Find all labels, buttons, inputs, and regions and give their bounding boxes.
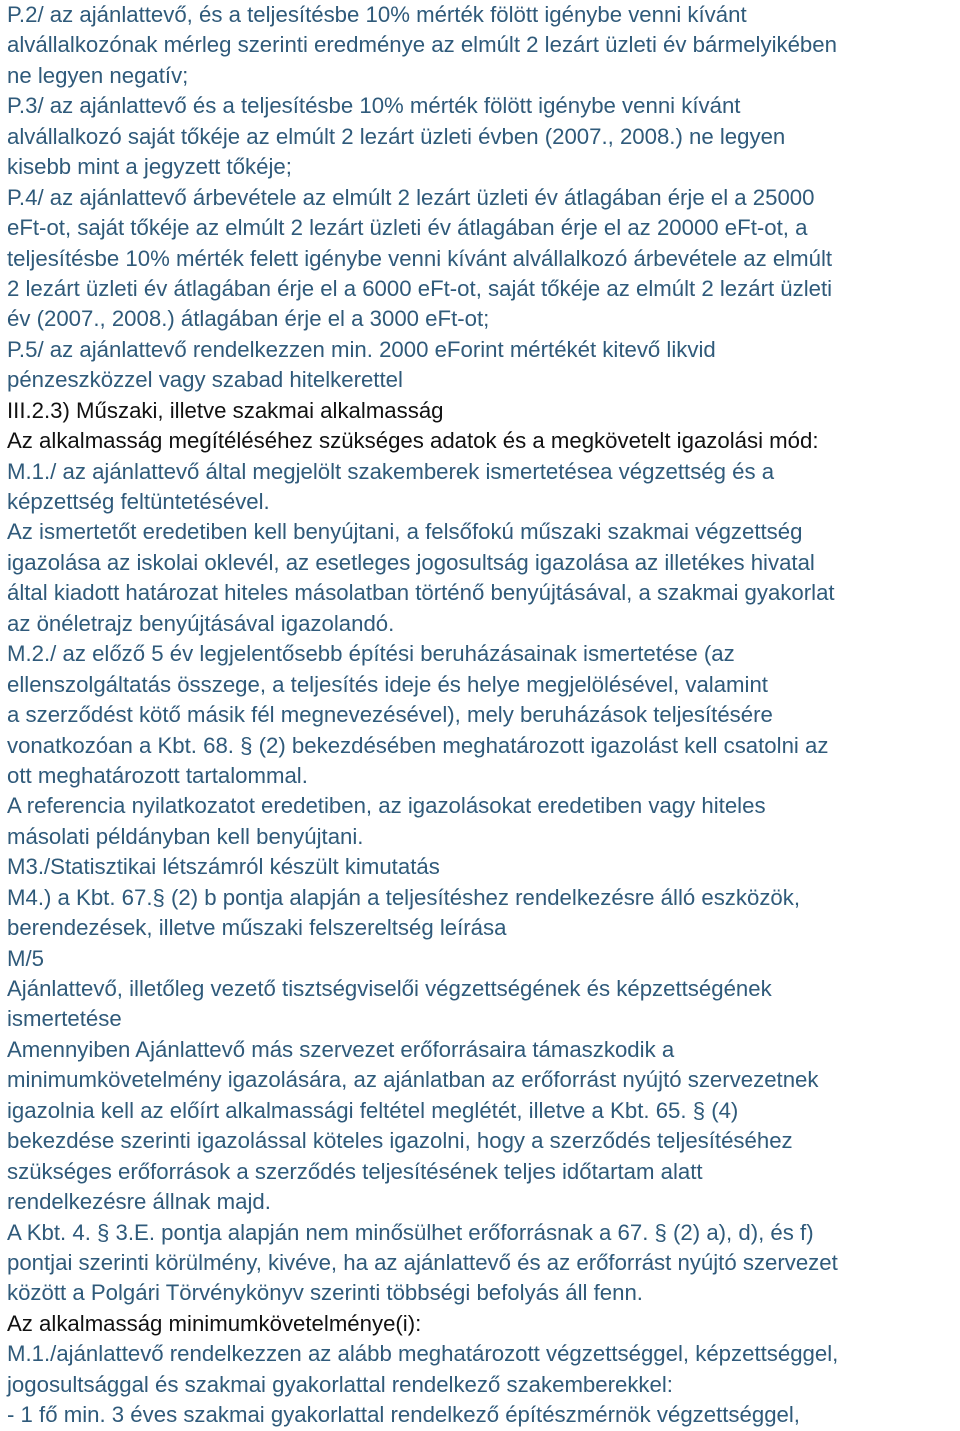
text-line: alvállalkozó saját tőkéje az elmúlt 2 lezárt üzleti évben (2007., 2008.) ne legyen xyxy=(7,123,786,149)
text-line: M3./Statisztikai létszámról készült kimutatás xyxy=(7,854,440,880)
text-line: M4.) a Kbt. 67.§ (2) b pontja alapján a teljesítéshez rendelkezésre álló eszközök, xyxy=(7,884,801,910)
text-line: P.5/ az ajánlattevő rendelkezzen min. 2000 eForint mértékét kitevő likvid xyxy=(7,336,716,362)
text-line: kisebb mint a jegyzett tőkéje; xyxy=(7,154,292,180)
text-line: Az alkalmasság megítéléséhez szükséges adatok és a megkövetelt igazolási mód: xyxy=(7,428,819,454)
text-line: P.4/ az ajánlattevő árbevétele az elmúlt 2 lezárt üzleti év átlagában érje el a 25000 xyxy=(7,184,815,210)
text-line: igazolnia kell az előírt alkalmassági feltétel meglétét, illetve a Kbt. 65. § (4) xyxy=(7,1097,739,1123)
text-line: A Kbt. 4. § 3.E. pontja alapján nem minősülhet erőforrásnak a 67. § (2) a), d), és f) xyxy=(7,1219,814,1245)
text-line: berendezések, illetve műszaki felszereltség leírása xyxy=(7,915,507,941)
text-line: Amennyiben Ajánlattevő más szervezet erőforrásaira támaszkodik a xyxy=(7,1036,675,1062)
text-line: a szerződést kötő másik fél megnevezésével), mely beruházások teljesítésére xyxy=(7,702,773,728)
text-line: M/5 xyxy=(7,945,44,971)
text-line: alvállalkozónak mérleg szerinti eredménye az elmúlt 2 lezárt üzleti év bármelyikében xyxy=(7,32,837,58)
text-line: ne legyen negatív; xyxy=(7,62,189,88)
text-line: által kiadott határozat hiteles másolatban történő benyújtásával, a szakmai gyakorlat xyxy=(7,580,835,606)
text-line: év (2007., 2008.) átlagában érje el a 3000 eFt-ot; xyxy=(7,306,490,332)
text-line: - 1 fő min. 3 éves szakmai gyakorlattal rendelkező építészmérnök végzettséggel, xyxy=(7,1402,800,1428)
text-line: pontjai szerinti körülmény, kivéve, ha az ajánlattevő és az erőforrást nyújtó szervezet xyxy=(7,1249,838,1275)
text-line: teljesítésbe 10% mérték felett igénybe venni kívánt alvállalkozó árbevétele az elmúlt xyxy=(7,245,833,271)
text-line: eFt-ot, saját tőkéje az elmúlt 2 lezárt üzleti év átlagában érje el az 20000 eFt-ot, a xyxy=(7,215,808,241)
text-line: az önéletrajz benyújtásával igazolandó. xyxy=(7,610,395,636)
text-line: jogosultsággal és szakmai gyakorlattal rendelkező szakemberekkel: xyxy=(7,1371,673,1397)
text-line: rendelkezésre állnak majd. xyxy=(7,1189,271,1215)
text-line: A referencia nyilatkozatot eredetiben, az igazolásokat eredetiben vagy hiteles xyxy=(7,793,766,819)
text-line: minimumkövetelmény igazolására, az ajánlatban az erőforrást nyújtó szervezetnek xyxy=(7,1067,819,1093)
text-line: M.1./ az ajánlattevő által megjelölt szakemberek ismertetésea végzettség és a xyxy=(7,458,775,484)
text-line: igazolása az iskolai oklevél, az esetleges jogosultság igazolása az illetékes hivatal xyxy=(7,549,815,575)
text-line: 2 lezárt üzleti év átlagában érje el a 6000 eFt-ot, saját tőkéje az elmúlt 2 lezárt üzleti xyxy=(7,275,833,301)
text-line: M.2./ az előző 5 év legjelentősebb építési beruházásainak ismertetése (az xyxy=(7,641,735,667)
document-body xyxy=(7,0,957,1431)
text-line: Az ismertetőt eredetiben kell benyújtani, a felsőfokú műszaki szakmai végzettség xyxy=(7,519,803,545)
text-line: M.1./ajánlattevő rendelkezzen az alább meghatározott végzettséggel, képzettséggel, xyxy=(7,1341,839,1367)
text-line: képzettség feltüntetésével. xyxy=(7,489,270,514)
text-line: P.2/ az ajánlattevő, és a teljesítésbe 10% mérték fölött igénybe venni kívánt xyxy=(7,2,747,27)
text-line: III.2.3) Műszaki, illetve szakmai alkalmasság xyxy=(7,397,444,423)
text-line: ott meghatározott tartalommal. xyxy=(7,762,308,788)
text-line: bekezdése szerinti igazolással köteles igazolni, hogy a szerződés teljesítéséhez xyxy=(7,1128,793,1154)
text-line: P.3/ az ajánlattevő és a teljesítésbe 10% mérték fölött igénybe venni kívánt xyxy=(7,93,741,119)
text-line: Ajánlattevő, illetőleg vezető tisztségviselői végzettségének és képzettségének xyxy=(7,976,772,1001)
text-line: ismertetése xyxy=(7,1006,122,1032)
text-line: között a Polgári Törvénykönyv szerinti többségi befolyás áll fenn. xyxy=(7,1280,643,1306)
text-line: ellenszolgáltatás összege, a teljesítés ideje és helye megjelölésével, valamint xyxy=(7,671,768,697)
text-line: pénzeszközzel vagy szabad hitelkerettel xyxy=(7,367,403,393)
text-line: vonatkozóan a Kbt. 68. § (2) bekezdésében meghatározott igazolást kell csatolni az xyxy=(7,732,829,758)
text-line: Az alkalmasság minimumkövetelménye(i): xyxy=(7,1310,422,1336)
text-line: másolati példányban kell benyújtani. xyxy=(7,823,364,849)
text-line: szükséges erőforrások a szerződés teljesítésének teljes időtartam alatt xyxy=(7,1158,703,1184)
